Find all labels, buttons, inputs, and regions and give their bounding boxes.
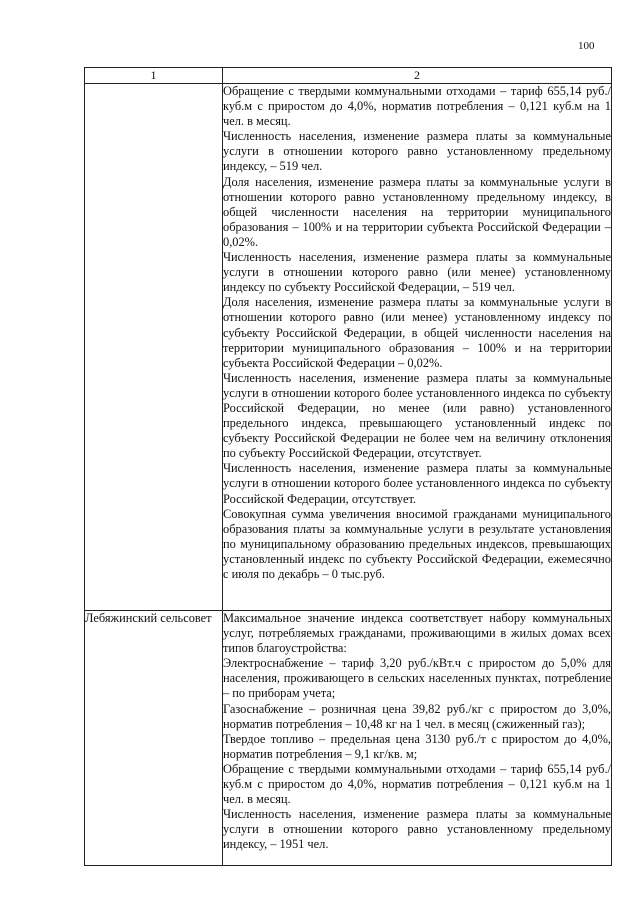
paragraph: Доля населения, изменение размера платы за коммунальные услуги в отношении которого равно установленному предельному индексу, в общей численности населения на территории муниципального образования – 100% и на территории субъекта Российской Федерации – 0,02%. <box>223 174 611 249</box>
paragraph: Обращение с твердыми коммунальными отходами – тариф 655,14 руб./куб.м с приростом до 4,0%, норматив потребления – 0,121 куб.м на 1 чел. в месяц. <box>223 84 611 129</box>
column-header-2: 2 <box>223 68 612 84</box>
table-header-row <box>85 68 612 84</box>
paragraph: Электроснабжение – тариф 3,20 руб./кВт.ч с приростом до 5,0% для населения, проживающего в сельских населенных пунктах, потребление – по приборам учета; <box>223 656 611 701</box>
paragraph: Твердое топливо – предельная цена 3130 руб./т с приростом до 4,0%, норматив потребления – 9,1 кг/кв. м; <box>223 731 611 761</box>
paragraph: Совокупная сумма увеличения вносимой гражданами муниципального образования платы за коммунальные услуги в результате установления по муниципальному образованию предельных индексов, превышающих установленный индекс по субъекту Российской Федерации, ежемесячно с июля по декабрь – 0 тыс.руб. <box>223 506 611 581</box>
paragraph: Численность населения, изменение размера платы за коммунальные услуги в отношении которого равно установленному предельному индексу, – 519 чел. <box>223 129 611 174</box>
paragraph: Численность населения, изменение размера платы за коммунальные услуги в отношении которого равно (или менее) установленному индексу по субъекту Российской Федерации, – 519 чел. <box>223 250 611 295</box>
paragraph: Численность населения, изменение размера платы за коммунальные услуги в отношении которого равно установленному предельному индексу, – 1951 чел. <box>223 807 611 852</box>
paragraph: Обращение с твердыми коммунальными отходами – тариф 655,14 руб./куб.м с приростом до 4,0%, норматив потребления – 0,121 куб.м на 1 чел. в месяц. <box>223 761 611 807</box>
paragraph: Доля населения, изменение размера платы за коммунальные услуги в отношении которого равно (или менее) установленному индексу по субъекту Российской Федерации, в общей численности населения на территории муниципального образования – 100% и на территории субъекта Российской Федерации – 0,02%. <box>223 295 611 370</box>
indicators-cell <box>223 84 612 611</box>
paragraph: Максимальное значение индекса соответствует набору коммунальных услуг, потребляемых гражданами, проживающими в жилых домах всех типов благоустройства: <box>223 611 611 656</box>
page-number: 100 <box>578 40 595 52</box>
table-row <box>85 611 612 866</box>
column-header-1: 1 <box>85 68 223 84</box>
paragraph: Газоснабжение – розничная цена 39,82 руб./кг с приростом до 3,0%, норматив потребления – 10,48 кг на 1 чел. в месяц (сжиженный газ); <box>223 701 611 731</box>
indicators-cell <box>223 611 612 866</box>
municipality-cell: Лебяжинский сельсовет <box>85 611 223 866</box>
paragraph: Численность населения, изменение размера платы за коммунальные услуги в отношении которого более установленного индекса по субъекту Российской Федерации, но менее (или равно) установленного предельного индекса, превышающего установленный индекс по субъекту Российской Федерации не более чем на величину отклонения по субъекту Российской Федерации, отсутствует. <box>223 370 611 461</box>
tariff-table <box>84 67 612 866</box>
paragraph: Численность населения, изменение размера платы за коммунальные услуги в отношении которого более установленного индекса по субъекту Российской Федерации, отсутствует. <box>223 461 611 506</box>
table-row <box>85 84 612 611</box>
municipality-cell <box>85 84 223 611</box>
